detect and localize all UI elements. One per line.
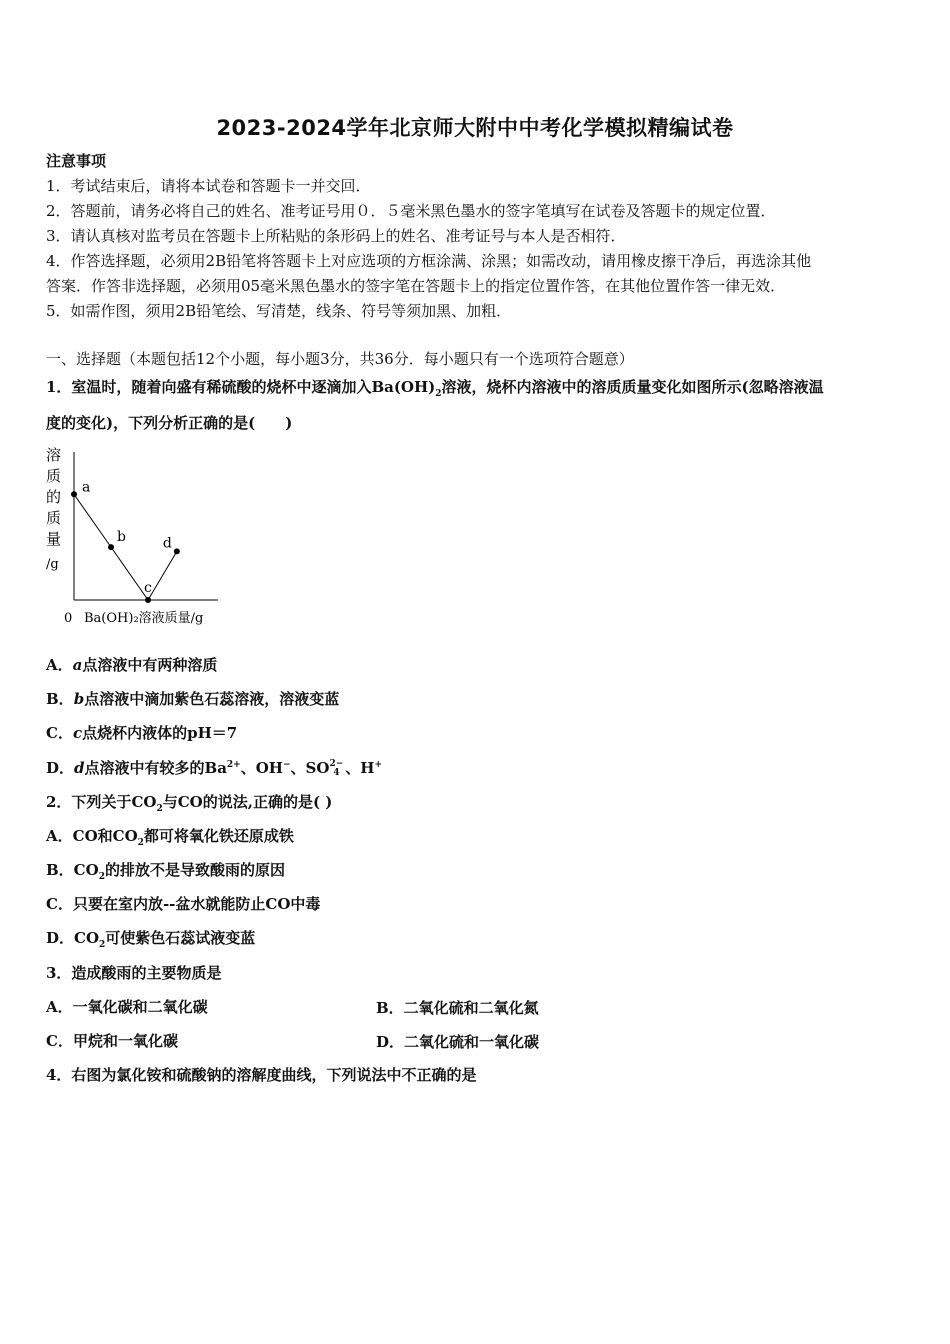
ylabel-unit: /g <box>46 557 59 572</box>
chart-ylabel <box>46 446 61 572</box>
point-label-d: d <box>162 535 172 552</box>
q1-option-b: B．b点溶液中滴加紫色石蕊溶液，溶液变蓝 <box>46 690 340 708</box>
notice-heading: 注意事项 <box>46 152 107 170</box>
sulfate-charge: 2− 4 <box>329 759 344 778</box>
data-point-b <box>108 544 114 550</box>
question-1-stem: 1．室温时，随着向盛有稀硫酸的烧杯中逐滴加入$Ba(OH)_2$溶液，烧杯内溶液中的溶质质量变化如图所示(忽略溶液温 <box>46 378 824 399</box>
data-point-a <box>71 491 77 497</box>
question-3-stem: 3．造成酸雨的主要物质是 <box>46 964 222 982</box>
notice-item: 1．考试结束后，请将本试卷和答题卡一并交回． <box>46 177 371 195</box>
q1-option-a: A．a点溶液中有两种溶质 <box>46 656 218 674</box>
chart-xlabel: Ba(OH)₂溶液质量/g <box>84 611 204 626</box>
q3-option-a: A．一氧化碳和二氧化碳 <box>46 998 208 1016</box>
q3-option-d: D．二氧化硫和一氧化碳 <box>376 1033 540 1051</box>
notice-item: 3．请认真核对监考员在答题卡上所粘贴的条形码上的姓名、准考证号与本人是否相符． <box>46 227 626 245</box>
data-point-c <box>145 597 151 603</box>
ylabel-char: 量 <box>46 530 62 548</box>
q3-option-b: B．二氧化硫和二氧化氮 <box>376 999 539 1017</box>
notice-item: 5．如需作图，须用2B铅笔绘、写清楚，线条、符号等须加黑、加粗． <box>46 302 512 320</box>
q1-option-c: C．c点烧杯内液体的pH＝7 <box>46 724 238 742</box>
q3-option-c: C．甲烷和一氧化碳 <box>46 1032 178 1050</box>
notice-item: 2．答题前，请务必将自己的姓名、准考证号用０．５毫米黑色墨水的签字笔填写在试卷及答题卡的规定位置． <box>46 202 776 220</box>
notice-item: 答案．作答非选择题，必须用05毫米黑色墨水的签字笔在答题卡上的指定位置作答，在其他位置作答一律无效． <box>46 277 786 295</box>
q1-option-d: D．d点溶液中有较多的$Ba^{2+}$、OH−、SO2− 4 、H+ <box>46 759 382 778</box>
solute-mass-chart <box>40 440 240 630</box>
chart-points <box>71 479 180 603</box>
ylabel-char: 质 <box>46 467 62 485</box>
ylabel-char: 质 <box>46 509 62 527</box>
q2-option-c: C．只要在室内放--盆水就能防止CO中毒 <box>46 895 321 913</box>
point-label-a: a <box>82 479 91 496</box>
series-line <box>74 494 177 600</box>
ylabel-char: 溶 <box>46 446 62 464</box>
point-label-b: b <box>117 529 126 546</box>
question-2-stem: 2．下列关于$CO_2$与CO的说法,正确的是( ) <box>46 793 333 814</box>
page-title: 2023-2024学年北京师大附中中考化学模拟精编试卷 <box>216 116 734 140</box>
point-label-c: c <box>144 580 152 596</box>
ylabel-char: 的 <box>46 488 62 506</box>
data-point-d <box>174 548 180 554</box>
question-1-stem-cont: 度的变化)，下列分析正确的是( ) <box>46 414 293 432</box>
question-4-stem: 4．右图为氯化铵和硫酸钠的溶解度曲线，下列说法中不正确的是 <box>46 1066 477 1084</box>
q2-option-d: D．$CO_2$可使紫色石蕊试液变蓝 <box>46 929 256 950</box>
origin-label: 0 <box>64 611 73 626</box>
notice-item: 4．作答选择题，必须用2B铅笔将答题卡上对应选项的方框涂满、涂黑；如需改动，请用橡皮擦干净后，再选涂其他 <box>46 252 812 270</box>
q2-option-a: A．CO和$CO_2$都可将氧化铁还原成铁 <box>46 827 294 848</box>
q2-option-b: B．$CO_2$的排放不是导致酸雨的原因 <box>46 861 285 882</box>
section-heading: 一、选择题（本题包括12个小题，每小题3分，共36分．每小题只有一个选项符合题意） <box>46 350 634 368</box>
